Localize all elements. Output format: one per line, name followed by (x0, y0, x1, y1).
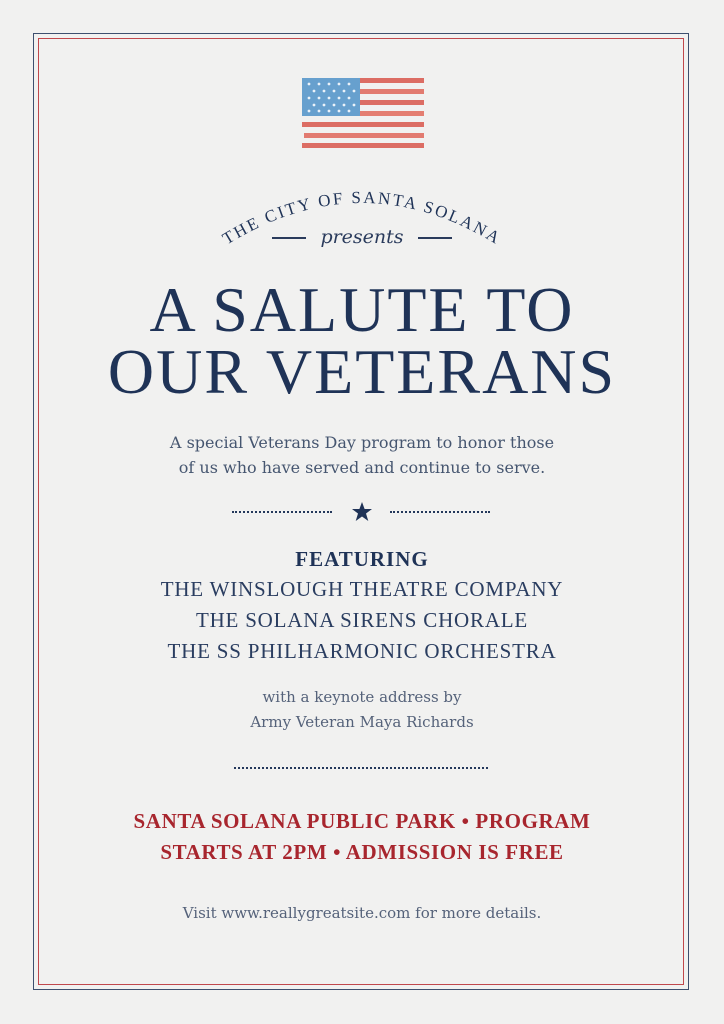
event-details-line-2: STARTS AT 2PM • ADMISSION IS FREE (160, 840, 564, 864)
featuring-heading: FEATURING (295, 547, 429, 571)
american-flag-icon (300, 74, 426, 150)
star-divider (232, 500, 492, 524)
website-note: Visit www.reallygreatsite.com for more details. (182, 904, 542, 922)
intro-text (0, 430, 724, 480)
dotted-line-left (232, 511, 332, 513)
keynote-line-1: with a keynote address by (262, 688, 462, 706)
star-icon (350, 500, 374, 524)
performer-1: THE WINSLOUGH THEATRE COMPANY (160, 577, 564, 601)
presents-dash-right (418, 237, 452, 239)
event-details (0, 806, 724, 868)
event-details-line-1: SANTA SOLANA PUBLIC PARK • PROGRAM (133, 809, 591, 833)
presents-line (0, 226, 724, 248)
presents-text: presents (320, 226, 404, 248)
presents-dash-left (272, 237, 306, 239)
performer-3: THE SS PHILHARMONIC ORCHESTRA (167, 639, 557, 663)
intro-line-1: A special Veterans Day program to honor those (169, 433, 555, 452)
city-name-text: THE CITY OF SANTA SOLANA (219, 187, 505, 249)
performer-2: THE SOLANA SIRENS CHORALE (195, 608, 529, 632)
dotted-divider (234, 767, 488, 769)
title-line-1: A SALUTE TO (149, 274, 575, 345)
dotted-line-right (390, 511, 490, 513)
intro-line-2: of us who have served and continue to serve. (178, 458, 546, 477)
keynote-line-2: Army Veteran Maya Richards (250, 713, 474, 731)
title-line-2: OUR VETERANS (107, 336, 617, 407)
keynote-text (0, 685, 724, 735)
